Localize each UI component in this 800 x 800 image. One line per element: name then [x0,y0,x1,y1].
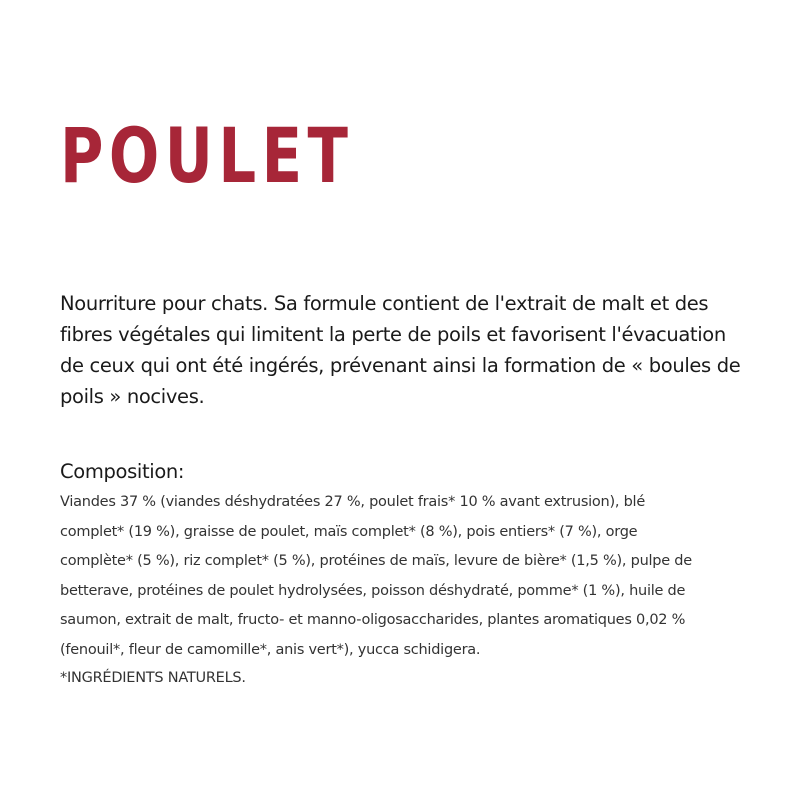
product-title: POULET [60,111,354,200]
composition-heading: Composition: [60,460,185,483]
natural-ingredients-footnote: *INGRÉDIENTS NATURELS. [60,670,246,686]
composition-text: Viandes 37 % (viandes déshydratées 27 %, poulet frais* 10 % avant extrusion), blé complet* (19 %), graisse de poulet, maïs complet* (8 %), pois entiers* (7 %), orge complète* (5 %), riz complet* (5 %), protéines de maïs, levure de bière* (1,5 %), pulpe de betterave, protéines de poulet hydrolysées, poisson déshydraté, pomme* (1 %), huile de saumon, extrait de malt, fructo- et manno-oligosaccharides, plantes aromatiques 0,02 % (fenouil*, fleur de camomille*, anis vert*), yucca schidigera. [60,494,692,658]
product-description: Nourriture pour chats. Sa formule contient de l'extrait de malt et des fibres végétales qui limitent la perte de poils et favorisent l'évacuation de ceux qui ont été ingérés, prévenant ainsi la formation de « boules de poils » nocives. [60,292,741,408]
